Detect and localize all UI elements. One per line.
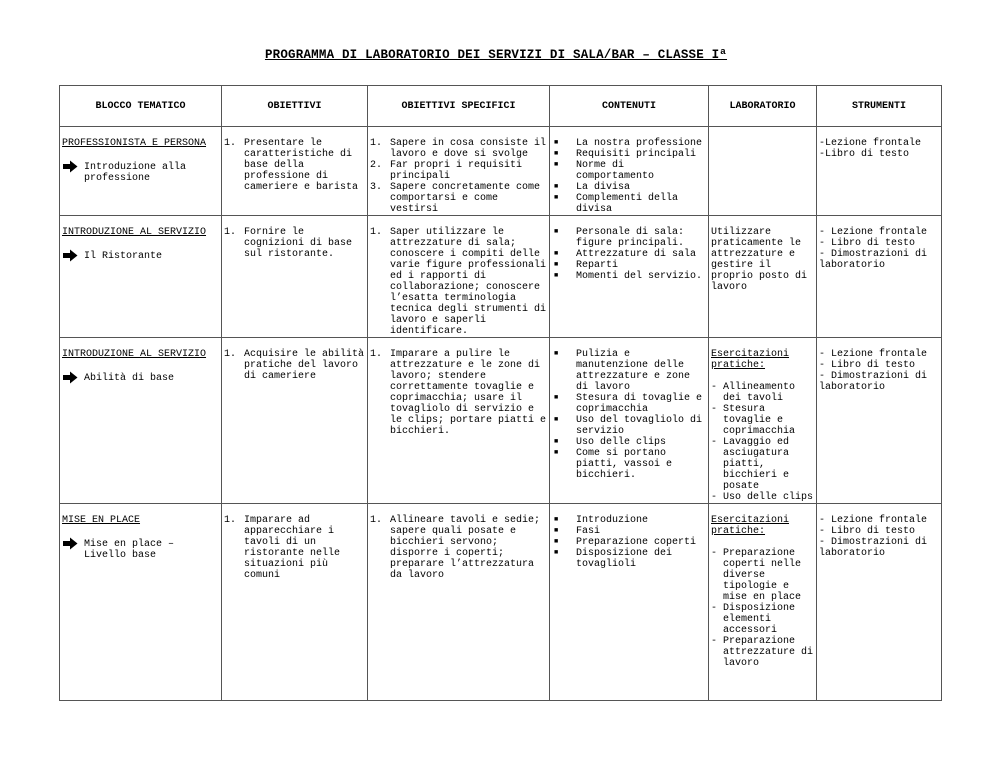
square-bullet-icon: ■ [554,394,559,402]
list-item: 1. Acquisire le abilità pratiche del lavoro di cameriere [224,349,365,382]
square-bullet-icon: ■ [554,183,559,191]
block-title: INTRODUZIONE AL SERVIZIO [62,227,207,238]
table-row [60,504,942,701]
objectives-cell [222,504,368,701]
tools-cell: -Lezione frontale -Libro di testo [817,127,942,216]
list-item: ■ Momenti del servizio. [554,271,703,282]
list-item: 1. Sapere in cosa consiste il lavoro e dove si svolge [370,138,547,160]
objectives-cell [222,216,368,338]
list-item: 1. Allineare tavoli e sedie; sapere quali posate e bicchieri servono; disporre i coperti; preparare l’attrezzatura da lavoro [370,515,541,581]
square-bullet-icon: ■ [554,438,559,446]
page-title: PROGRAMMA DI LABORATORIO DEI SERVIZI DI SALA/BAR – CLASSE Iª [264,48,728,62]
tools-cell: - Lezione frontale - Libro di testo - Dimostrazioni di laboratorio [817,338,942,504]
table-row [60,127,942,216]
list-item: 1. Presentare le caratteristiche di base della professione di cameriere e barista [224,138,359,193]
header-blocco-tematico: BLOCCO TEMATICO [60,86,222,127]
list-item: ■ Attrezzature di sala [554,249,697,260]
list-item: 1. Imparare ad apparecchiare i tavoli di un ristorante nelle situazioni più comuni [224,515,341,581]
square-bullet-icon: ■ [554,449,559,457]
list-item: ■ Stesura di tovaglie e coprimacchia [554,393,703,415]
list-item: ■ La divisa [554,182,631,193]
list-item: - Disposizione elementi accessori [711,603,796,636]
header-strumenti: STRUMENTI [817,86,942,127]
square-bullet-icon: ■ [554,161,559,169]
square-bullet-icon: ■ [554,261,559,269]
list-item: ■ Complementi della divisa [554,193,679,215]
list-item: ■ Personale di sala: figure principali. [554,227,685,249]
tools-cell: - Lezione frontale - Libro di testo - Dimostrazioni di laboratorio [817,216,942,338]
square-bullet-icon: ■ [554,250,559,258]
contents-cell [550,338,709,504]
specific-objectives-cell [368,504,550,701]
block-title: MISE EN PLACE [62,515,141,526]
square-bullet-icon: ■ [554,350,559,358]
specific-objectives-cell [368,338,550,504]
tools-cell: - Lezione frontale - Libro di testo - Dimostrazioni di laboratorio [817,504,942,701]
list-item: ■ Disposizione dei tovaglioli [554,548,673,570]
square-bullet-icon: ■ [554,272,559,280]
block-cell [60,216,222,338]
square-bullet-icon: ■ [554,416,559,424]
block-title: INTRODUZIONE AL SERVIZIO [62,349,207,360]
laboratory-cell [709,504,817,701]
list-item: ■ Come si portano piatti, vassoi e bicchieri. [554,448,673,481]
contents-cell [550,216,709,338]
specific-objectives-cell [368,216,550,338]
list-item: 3. Sapere concretamente come comportarsi e come vestirsi [370,182,541,215]
square-bullet-icon: ■ [554,549,559,557]
right-arrow-icon [62,160,78,173]
laboratory-cell: Utilizzare praticamente le attrezzature e gestire il proprio posto di lavoro [709,216,817,338]
block-subtitle: Introduzione alla professione [84,162,187,184]
right-arrow-icon [62,249,78,262]
list-item: - Preparazione attrezzature di lavoro [711,636,814,669]
list-item: - Stesura tovaglie e coprimacchia [711,404,796,437]
table-row [60,216,942,338]
specific-objectives-cell [368,127,550,216]
list-item: ■ Uso delle clips [554,437,667,448]
list-item: - Uso delle clips [711,492,814,503]
lab-heading: Esercitazioni pratiche: [711,349,790,371]
list-item: 2. Far propri i requisiti principali [370,160,523,182]
block-cell [60,127,222,216]
block-subtitle: Il Ristorante [84,251,163,262]
header-obiettivi: OBIETTIVI [222,86,368,127]
list-item: 1. Fornire le cognizioni di base sul ristorante. [224,227,353,260]
list-item: ■ Uso del tovagliolo di servizio [554,415,703,437]
objectives-cell [222,127,368,216]
list-item: ■ Pulizia e manutenzione delle attrezzature e zone di lavoro [554,349,691,393]
lab-heading: Esercitazioni pratiche: [711,515,790,537]
program-table [59,85,942,701]
list-item: - Allineamento dei tavoli [711,382,796,404]
header-obiettivi-specifici: OBIETTIVI SPECIFICI [368,86,550,127]
table-row [60,338,942,504]
contents-cell [550,127,709,216]
list-item: - Preparazione coperti nelle diverse tipologie e mise en place [711,548,802,603]
list-item: 1. Saper utilizzare le attrezzature di sala; conoscere i compiti delle varie figure professionali ed i rapporti di collaborazione; conoscere l’esatta terminologia tecnica degli strumenti di lavoro e saperli identificare. [370,227,547,337]
table-header-row [60,86,942,127]
list-item: 1. Imparare a pulire le attrezzature e le zone di lavoro; stendere correttamente tovaglie e coprimacchia; usare il tovagliolo di servizio e le clips; portare piatti e bicchieri. [370,349,547,437]
block-subtitle: Mise en place – Livello base [84,539,175,561]
square-bullet-icon: ■ [554,538,559,546]
right-arrow-icon [62,371,78,384]
list-item: ■ La nostra professione [554,138,703,149]
block-subtitle: Abilità di base [84,373,175,384]
list-item: - Lavaggio ed asciugatura piatti, bicchieri e posate [711,437,790,492]
list-item: ■ Norme di comportamento [554,160,655,182]
square-bullet-icon: ■ [554,516,559,524]
square-bullet-icon: ■ [554,194,559,202]
square-bullet-icon: ■ [554,150,559,158]
right-arrow-icon [62,537,78,550]
square-bullet-icon: ■ [554,228,559,236]
list-item: ■ Requisiti principali [554,149,697,160]
list-item: ■ Preparazione coperti [554,537,697,548]
laboratory-cell [709,127,817,216]
square-bullet-icon: ■ [554,139,559,147]
block-title: PROFESSIONISTA E PERSONA [62,138,207,149]
objectives-cell [222,338,368,504]
header-laboratorio: LABORATORIO [709,86,817,127]
contents-cell [550,504,709,701]
list-item: ■ Fasi [554,526,601,537]
block-cell [60,338,222,504]
list-item: ■ Reparti [554,260,619,271]
header-contenuti: CONTENUTI [550,86,709,127]
laboratory-cell [709,338,817,504]
list-item: ■ Introduzione [554,515,649,526]
block-cell [60,504,222,701]
square-bullet-icon: ■ [554,527,559,535]
